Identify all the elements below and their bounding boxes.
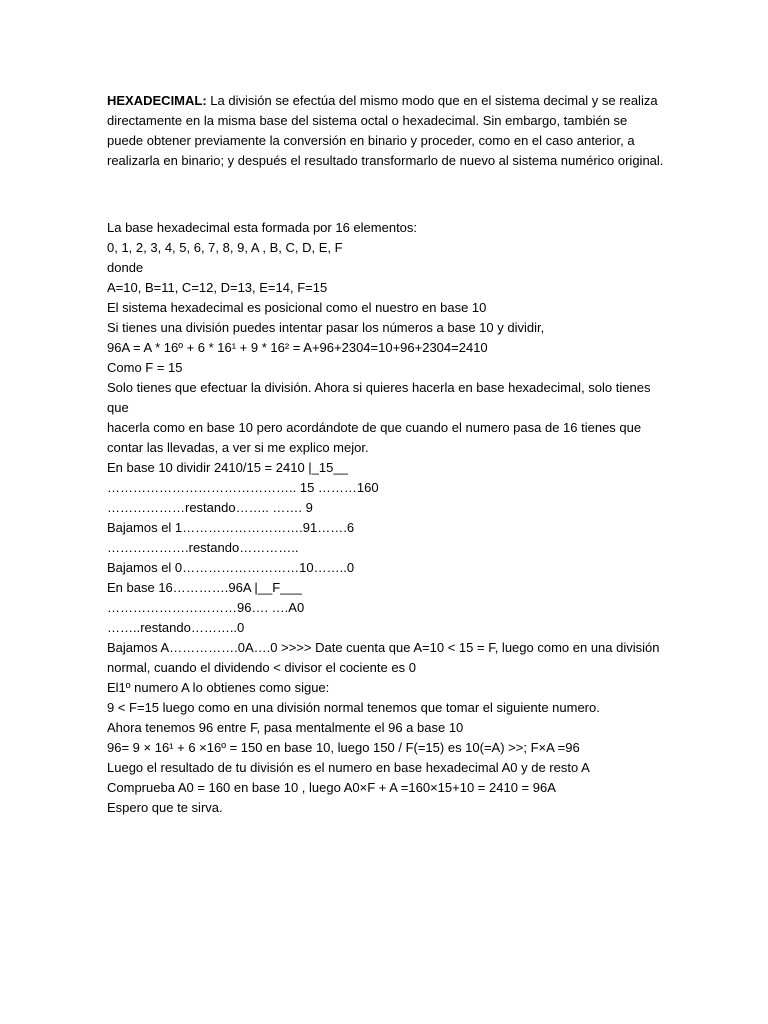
- text-line: Si tienes una división puedes intentar pasar los números a base 10 y dividir,: [107, 320, 545, 335]
- text-line: Bajamos el 0………………………10……..0: [107, 560, 355, 575]
- text-line: Como F = 15: [107, 360, 183, 375]
- text-line: donde: [107, 260, 144, 275]
- text-line: 96A = A * 16º + 6 * 16¹ + 9 * 16² = A+96+2304=10+96+2304=2410: [107, 340, 488, 355]
- text-line: ………………restando…….. ……. 9: [107, 500, 313, 515]
- text-line: La base hexadecimal esta formada por 16 elementos:: [107, 220, 418, 235]
- text-line: Solo tienes que efectuar la división. Ahora si quieres hacerla en base hexadecimal, solo tienes que: [107, 380, 655, 415]
- text-line: ……………….restando…………..: [107, 540, 299, 555]
- intro-text: [107, 91, 667, 171]
- text-line: …………………………………….. 15 ………160: [107, 480, 379, 495]
- text-line: 0, 1, 2, 3, 4, 5, 6, 7, 8, 9, A , B, C, D, E, F: [107, 240, 343, 255]
- text-line: Comprueba A0 = 160 en base 10 , luego A0×F + A =160×15+10 = 2410 = 96A: [107, 780, 556, 795]
- text-line: En base 10 dividir 2410/15 = 2410 |_15__: [107, 460, 348, 475]
- text-line: Bajamos A…………….0A….0 >>>> Date cuenta que A=10 < 15 = F, luego como en una división: [107, 640, 660, 655]
- intro-body: La división se efectúa del mismo modo que en el sistema decimal y se realiza directamente en la misma base del sistema octal o hexadecimal. Sin embargo, también se puede obtener previamente la conversión en binario y proceder, como en el caso anterior, a realizarla en binario; y después el resultado transformarlo de nuevo al sistema numérico original.: [107, 93, 664, 168]
- text-line: El1º numero A lo obtienes como sigue:: [107, 680, 330, 695]
- body-lines: [107, 218, 667, 818]
- text-line: Espero que te sirva.: [107, 800, 223, 815]
- intro-paragraph: [107, 91, 667, 171]
- text-line: …………………………96…. ….A0: [107, 600, 305, 615]
- text-line: hacerla como en base 10 pero acordándote de que cuando el numero pasa de 16 tienes que: [107, 420, 642, 435]
- text-line: A=10, B=11, C=12, D=13, E=14, F=15: [107, 280, 328, 295]
- text-line: Ahora tenemos 96 entre F, pasa mentalmente el 96 a base 10: [107, 720, 464, 735]
- intro-label: HEXADECIMAL:: [107, 93, 207, 108]
- text-line: Luego el resultado de tu división es el numero en base hexadecimal A0 y de resto A: [107, 760, 590, 775]
- text-line: Bajamos el 1……………………….91…….6: [107, 520, 355, 535]
- text-line: contar las llevadas, a ver si me explico mejor.: [107, 440, 369, 455]
- text-line: ……..restando………..0: [107, 620, 245, 635]
- document-page: [107, 91, 667, 818]
- text-line: El sistema hexadecimal es posicional como el nuestro en base 10: [107, 300, 487, 315]
- text-line: En base 16………….96A |__F___: [107, 580, 302, 595]
- text-line: 9 < F=15 luego como en una división normal tenemos que tomar el siguiente numero.: [107, 700, 600, 715]
- text-line: 96= 9 × 16¹ + 6 ×16º = 150 en base 10, luego 150 / F(=15) es 10(=A) >>; F×A =96: [107, 740, 580, 755]
- text-line: normal, cuando el dividendo < divisor el cociente es 0: [107, 660, 416, 675]
